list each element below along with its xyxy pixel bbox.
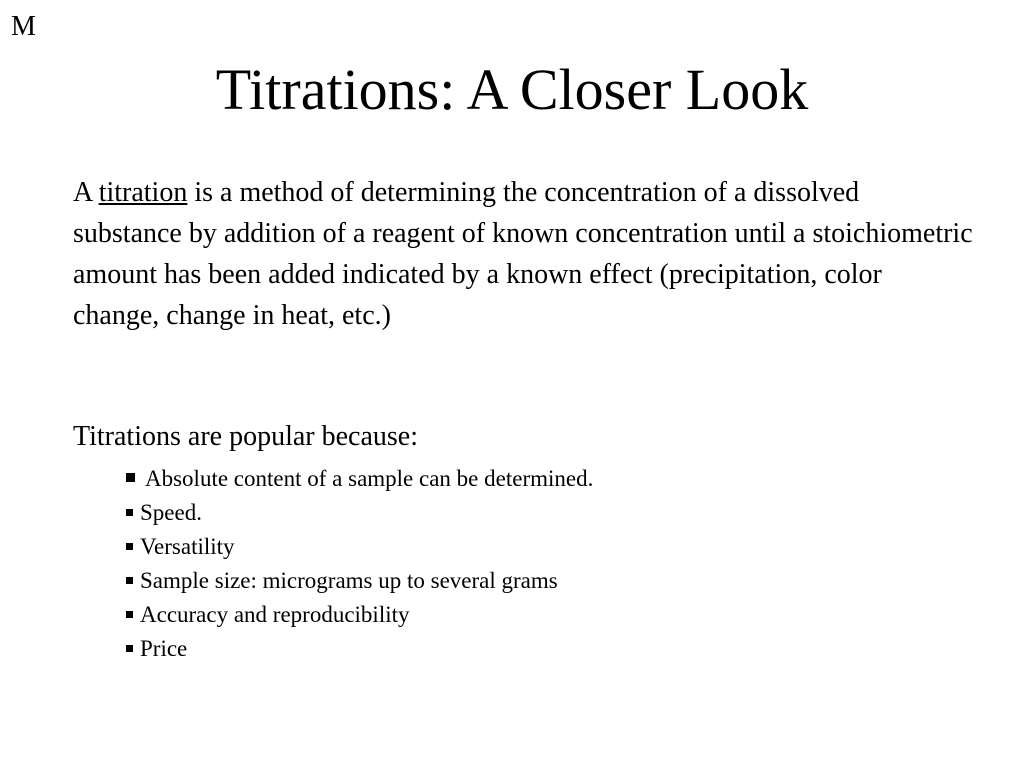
list-item xyxy=(126,564,593,598)
list-item-text: Price xyxy=(140,636,188,661)
corner-mark: M xyxy=(11,11,36,42)
slide-title: Titrations: A Closer Look xyxy=(215,57,809,122)
list-item-text: Absolute content of a sample can be determined. xyxy=(145,466,594,491)
definition-term: titration xyxy=(98,177,188,208)
definition-prefix: A xyxy=(73,177,99,208)
list-item xyxy=(126,598,593,632)
square-bullet-icon xyxy=(126,645,133,652)
list-item xyxy=(126,632,593,666)
square-bullet-icon xyxy=(126,577,133,584)
list-item-text: Versatility xyxy=(140,534,235,559)
list-item-text: Sample size: micrograms up to several grams xyxy=(140,568,558,593)
square-bullet-icon xyxy=(126,509,133,516)
square-bullet-icon xyxy=(126,473,135,482)
list-item-text: Accuracy and reproducibility xyxy=(140,602,410,627)
reasons-list xyxy=(126,462,593,666)
list-item xyxy=(126,496,593,530)
titration-definition xyxy=(73,172,973,336)
definition-text: is a method of determining the concentration of a dissolved substance by addition of a reagent of known concentration until a stoichiometric amount has been added indicated by a known effect (precipitation, color change, change in heat, etc.) xyxy=(73,177,973,331)
list-item xyxy=(126,530,593,564)
list-item xyxy=(126,462,593,496)
square-bullet-icon xyxy=(126,611,133,618)
list-item-text: Speed. xyxy=(140,500,202,525)
square-bullet-icon xyxy=(126,543,133,550)
reasons-heading: Titrations are popular because: xyxy=(73,421,418,452)
